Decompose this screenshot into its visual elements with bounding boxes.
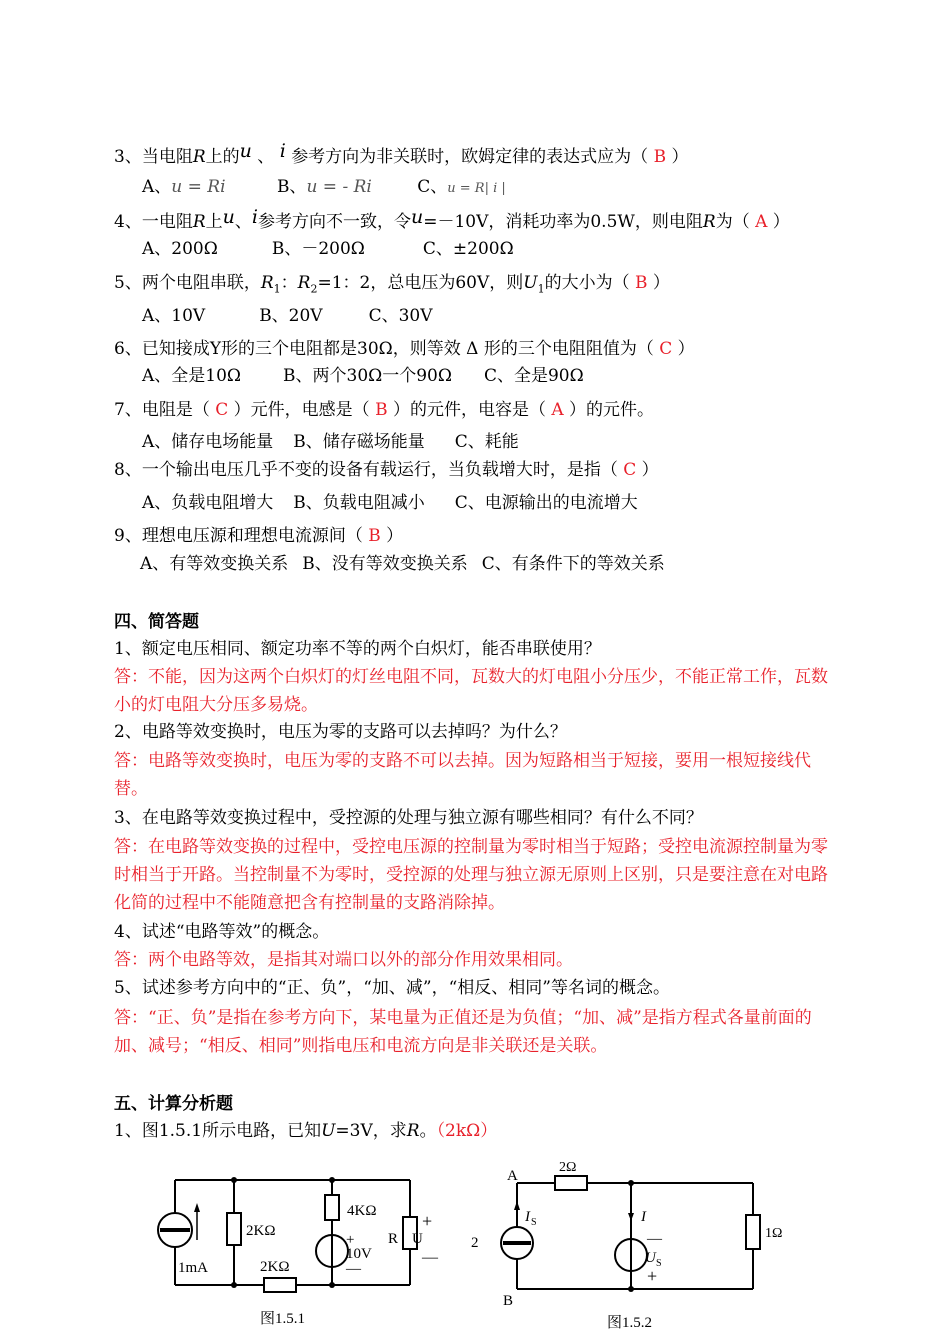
q3-options: A、u = Ri B、u = - Ri C、u = R| i | [142,177,506,197]
q4-stem: 4、一电阻R上u、i参考方向不一致，令u=－10V，消耗功率为0.5W，则电阻R为（ A ） [114,206,790,232]
svg-text:2Ω: 2Ω [559,1160,577,1175]
svg-text:+: + [422,1211,433,1231]
resistor-2k-horizontal [264,1278,296,1292]
resistor-2k-vertical [227,1213,241,1245]
current-source-icon [158,1213,192,1247]
q5-options: A、10V B、20V C、30V [142,306,433,326]
sec4-a4: 答：两个电路等效，是指其对端口以外的部分作用效果相同。 [114,950,573,970]
figure-1-5-2 [465,1155,795,1342]
q6-stem: 6、已知接成Y形的三个电阻都是30Ω，则等效 Δ 形的三个电阻阻值为（ C ） [114,339,695,359]
q9-answer: B [368,526,381,546]
svg-text:4KΩ: 4KΩ [347,1203,377,1219]
q8-stem: 8、一个输出电压几乎不变的设备有载运行，当负载增大时，是指（ C ） [114,460,659,480]
q8-answer: C [623,460,637,480]
resistor-1ohm [746,1215,760,1249]
svg-text:A: A [507,1168,518,1184]
q9-stem: 9、理想电压源和理想电流源间（ B ） [114,526,404,546]
q5-answer: B [634,273,648,293]
svg-text:2: 2 [471,1235,479,1251]
sec4-q4: 4、试述“电路等效”的概念。 [114,922,330,942]
q3-stem: 3、当电阻R上的u 、 i 参考方向为非关联时，欧姆定律的表达式应为（ B ） [114,140,689,167]
svg-text:+: + [647,1266,658,1286]
svg-text:B: B [503,1293,514,1309]
sec4-a1: 答：不能，因为这两个白炽灯的灯丝电阻不同，瓦数大的灯电阻小分压少，不能正常工作，瓦数小的灯电阻大分压多易烧。 [114,667,828,715]
sec4-q1: 1、额定电压相同、额定功率不等的两个白炽灯，能否串联使用？ [114,639,601,659]
sec4-a2: 答：电路等效变换时，电压为零的支路不可以去掉。因为短路相当于短接，要用一根短接线代替。 [114,751,811,799]
svg-text:1Ω: 1Ω [765,1226,783,1241]
section-4-title: 四、简答题 [114,612,199,632]
figure-1-5-1 [150,1165,450,1335]
q6-answer: C [659,339,673,359]
section-5-title: 五、计算分析题 [114,1094,233,1114]
svg-text:R: R [388,1231,399,1247]
sec4-q5: 5、试述参考方向中的“正、负”，“加、减”，“相反、相同”等名词的概念。 [114,978,670,998]
resistor-4k [325,1195,339,1220]
q4-options: A、200Ω B、－200Ω C、±200Ω [142,239,514,259]
q4-answer: A [755,212,768,232]
q5-stem: 5、两个电阻串联，$R_1$：$R_2=1$：2，总电压为60V，则$U_1$的大小为（ B ） [114,273,670,296]
svg-text:—: — [647,1231,662,1247]
svg-text:图1.5.1: 图1.5.1 [260,1311,306,1327]
sec4-q3: 3、在电路等效变换过程中，受控源的处理与独立源有哪些相同？有什么不同？ [114,808,703,828]
svg-text:I: I [525,1209,530,1225]
svg-text:U: U [645,1250,656,1266]
q7-stem: 7、电阻是（ C ）元件，电感是（ B ）的元件，电容是（ A ）的元件。 [114,400,655,420]
svg-text:图1.5.2: 图1.5.2 [607,1315,653,1331]
q9-options: A、有等效变换关系 B、没有等效变换关系 C、有条件下的等效关系 [140,554,665,574]
resistor-2ohm [555,1176,587,1190]
svg-text:—: — [422,1249,438,1266]
svg-text:1mA: 1mA [178,1260,208,1276]
sec4-q2: 2、电路等效变换时，电压为零的支路可以去掉吗？为什么？ [114,722,567,742]
svg-text:—: — [346,1261,361,1277]
svg-text:+: + [346,1232,355,1248]
svg-text:I: I [641,1209,646,1225]
sec5-q1: 1、图1.5.1所示电路，已知U=3V，求R。（2kΩ） [114,1121,498,1141]
svg-text:2KΩ: 2KΩ [260,1259,290,1275]
current-source-icon [501,1227,533,1259]
q8-options: A、负载电阻增大 B、负载电阻减小 C、电源输出的电流增大 [142,493,638,513]
q3-answer: B [653,147,667,167]
svg-text:S: S [531,1217,537,1228]
svg-text:S: S [656,1258,662,1269]
sec4-a5: 答：“正、负”是指在参考方向下，某电量为正值还是为负值；“加、减”是指方程式各量前面的加、减号；“相反、相同”则指电压和电流方向是非关联还是关联。 [114,1008,812,1056]
svg-text:2KΩ: 2KΩ [246,1223,276,1239]
svg-text:10V: 10V [346,1246,372,1262]
q6-options: A、全是10Ω B、两个30Ω一个90Ω C、全是90Ω [142,366,584,386]
q7-options: A、储存电场能量 B、储存磁场能量 C、耗能 [142,432,519,452]
sec4-a3: 答：在电路等效变换的过程中，受控电压源的控制量为零时相当于短路；受控电流源控制量为零时相当于开路。当控制量不为零时，受控源的处理与独立源无原则上区别，只是要注意在对电路化简的过程中不能随意把含有控制量的支路消除掉。 [114,837,828,913]
svg-text:U: U [412,1231,423,1247]
voltage-source-icon [615,1239,647,1271]
